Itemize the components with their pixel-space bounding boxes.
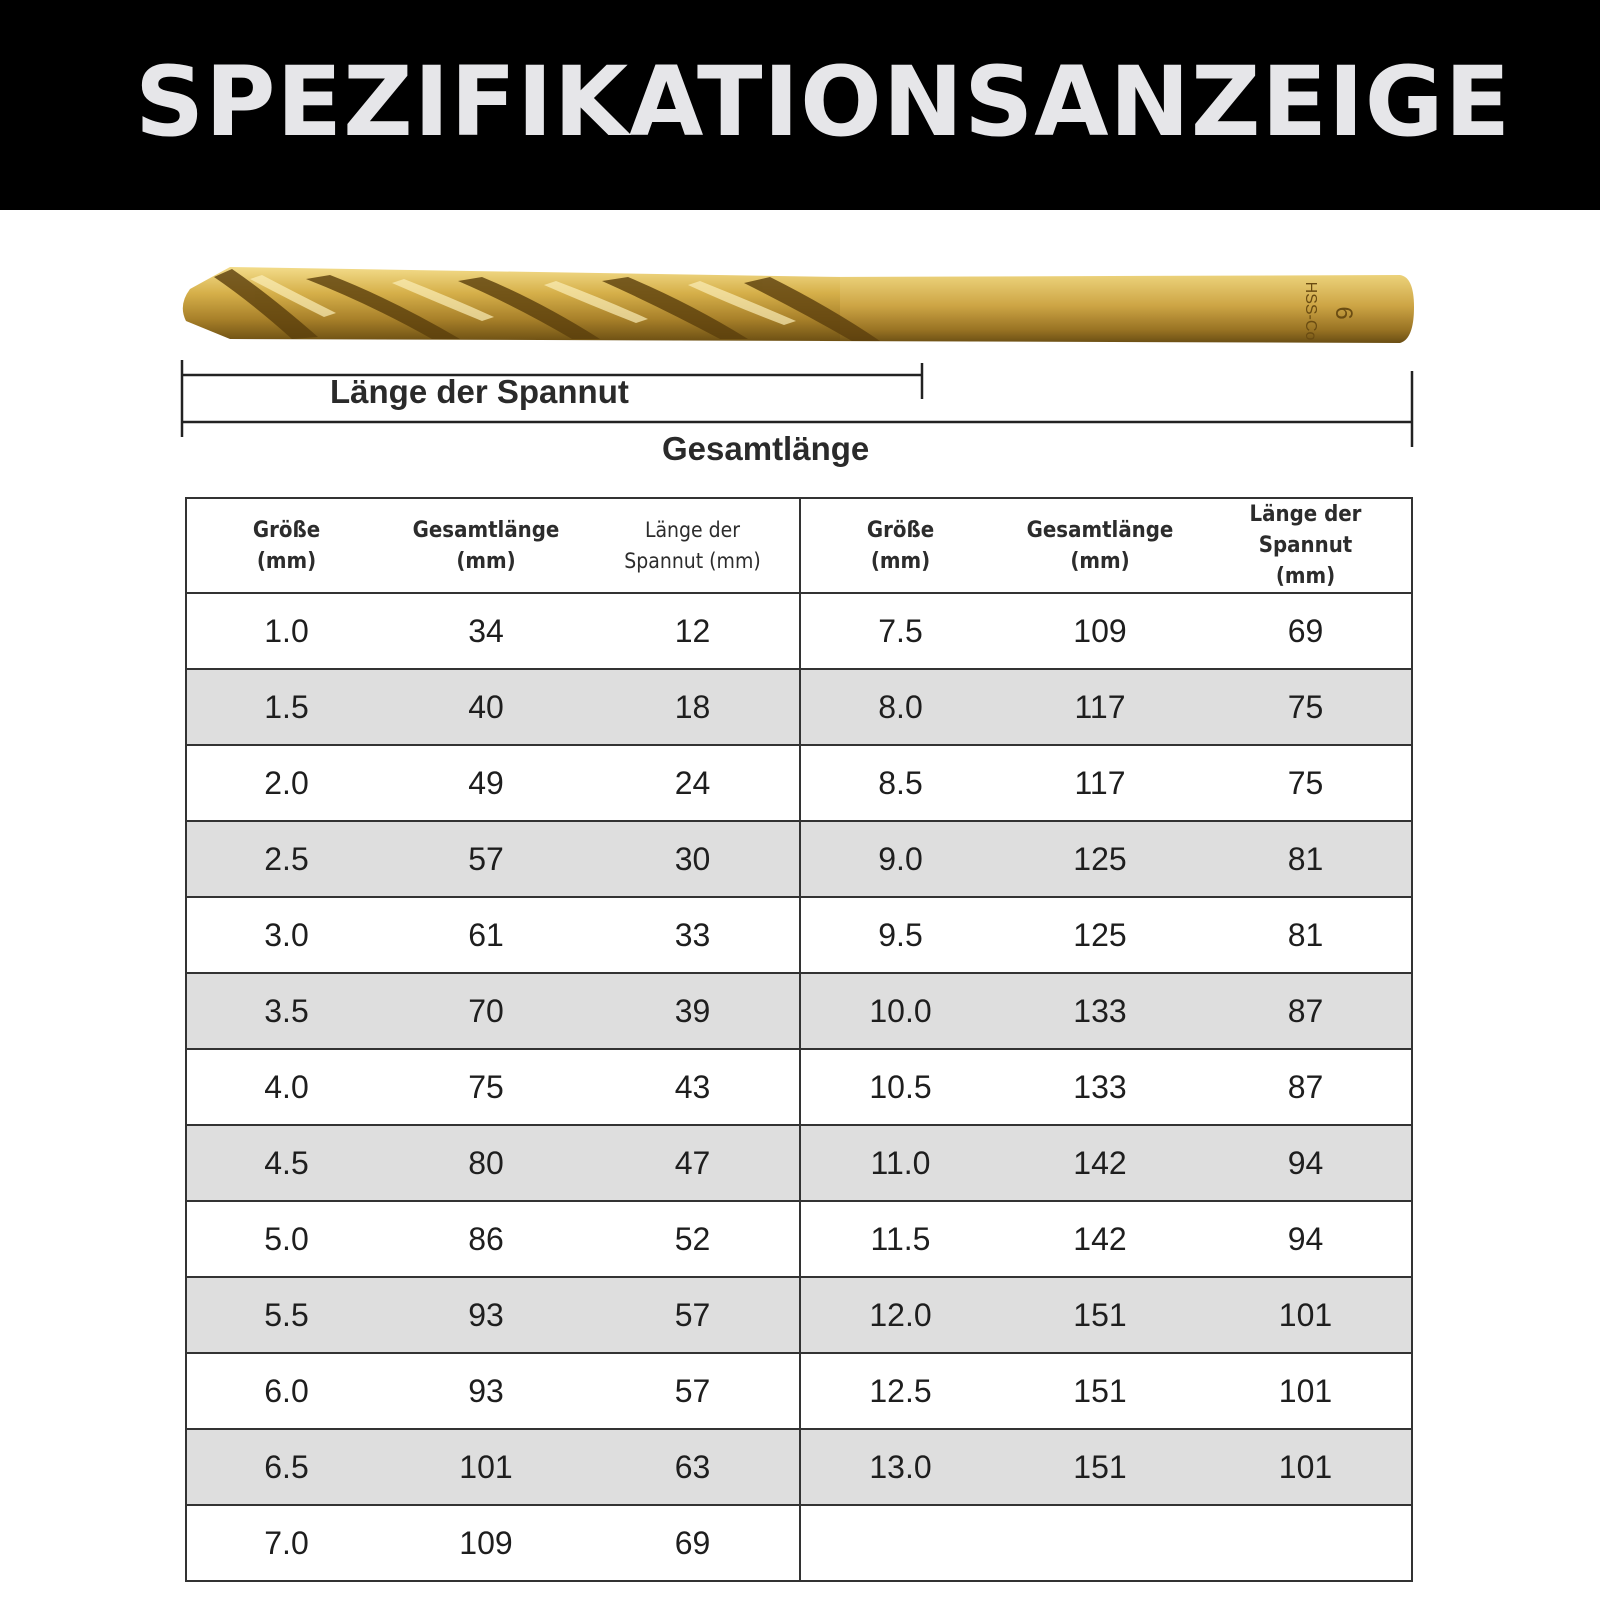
cell-flute-length: 52 [586, 1201, 800, 1277]
cell-flute-length: 69 [586, 1505, 800, 1581]
table-row [186, 897, 1412, 973]
cell-flute-length: 101 [1200, 1277, 1412, 1353]
cell-total-length: 75 [386, 1049, 586, 1125]
cell-size: 7.0 [186, 1505, 386, 1581]
total-length-label: Gesamtlänge [662, 430, 870, 467]
table-row [186, 745, 1412, 821]
table-row [186, 1429, 1412, 1505]
header-size-right: Größe (mm) [800, 498, 1000, 593]
cell-size: 3.5 [186, 973, 386, 1049]
cell-flute-length: 30 [586, 821, 800, 897]
cell-size: 9.0 [800, 821, 1000, 897]
header-banner [0, 0, 1600, 210]
cell-size: 2.5 [186, 821, 386, 897]
cell-size: 8.5 [800, 745, 1000, 821]
drill-bit-illustration [0, 255, 1600, 365]
cell-size: 12.0 [800, 1277, 1000, 1353]
cell-flute-length: 18 [586, 669, 800, 745]
cell-total-length: 61 [386, 897, 586, 973]
cell-total-length: 117 [1000, 669, 1200, 745]
cell-total-length: 93 [386, 1277, 586, 1353]
cell-total-length: 151 [1000, 1429, 1200, 1505]
cell-total-length: 125 [1000, 897, 1200, 973]
table-row [186, 1353, 1412, 1429]
cell-flute-length: 94 [1200, 1201, 1412, 1277]
cell-size: 10.5 [800, 1049, 1000, 1125]
cell-total-length: 133 [1000, 973, 1200, 1049]
cell-flute-length: 57 [586, 1277, 800, 1353]
cell-flute-length: 81 [1200, 821, 1412, 897]
table-row [186, 1277, 1412, 1353]
table-row [186, 1201, 1412, 1277]
spec-table [185, 497, 1413, 1582]
cell-size [800, 1505, 1000, 1581]
cell-size: 12.5 [800, 1353, 1000, 1429]
cell-flute-length: 33 [586, 897, 800, 973]
cell-size: 10.0 [800, 973, 1000, 1049]
cell-size: 6.0 [186, 1353, 386, 1429]
cell-total-length: 57 [386, 821, 586, 897]
cell-total-length: 133 [1000, 1049, 1200, 1125]
cell-total-length: 34 [386, 593, 586, 669]
cell-total-length: 151 [1000, 1353, 1200, 1429]
cell-size: 3.0 [186, 897, 386, 973]
cell-size: 6.5 [186, 1429, 386, 1505]
cell-total-length: 40 [386, 669, 586, 745]
cell-flute-length: 63 [586, 1429, 800, 1505]
header-flute-right: Länge der Spannut (mm) [1200, 498, 1412, 593]
cell-size: 2.0 [186, 745, 386, 821]
cell-size: 13.0 [800, 1429, 1000, 1505]
drill-shank [820, 275, 1414, 343]
cell-total-length: 93 [386, 1353, 586, 1429]
cell-size: 5.5 [186, 1277, 386, 1353]
cell-size: 9.5 [800, 897, 1000, 973]
cell-total-length: 80 [386, 1125, 586, 1201]
cell-total-length: 142 [1000, 1125, 1200, 1201]
table-row [186, 669, 1412, 745]
cell-flute-length: 101 [1200, 1429, 1412, 1505]
cell-total-length: 109 [1000, 593, 1200, 669]
cell-total-length: 125 [1000, 821, 1200, 897]
drill-size-marking: 6 [1330, 306, 1357, 320]
table-row [186, 1049, 1412, 1125]
flute-length-label: Länge der Spannut [330, 373, 629, 410]
cell-total-length [1000, 1505, 1200, 1581]
cell-total-length: 70 [386, 973, 586, 1049]
cell-size: 11.0 [800, 1125, 1000, 1201]
cell-size: 5.0 [186, 1201, 386, 1277]
cell-total-length: 142 [1000, 1201, 1200, 1277]
cell-total-length: 101 [386, 1429, 586, 1505]
cell-size: 8.0 [800, 669, 1000, 745]
cell-total-length: 151 [1000, 1277, 1200, 1353]
table-row [186, 973, 1412, 1049]
cell-size: 4.5 [186, 1125, 386, 1201]
cell-flute-length [1200, 1505, 1412, 1581]
table-header-row [186, 498, 1412, 593]
cell-flute-length: 39 [586, 973, 800, 1049]
cell-total-length: 49 [386, 745, 586, 821]
table-row [186, 1125, 1412, 1201]
header-flute-left: Länge der Spannut (mm) [586, 498, 800, 593]
cell-size: 11.5 [800, 1201, 1000, 1277]
cell-flute-length: 75 [1200, 745, 1412, 821]
cell-flute-length: 87 [1200, 973, 1412, 1049]
cell-total-length: 117 [1000, 745, 1200, 821]
cell-total-length: 109 [386, 1505, 586, 1581]
cell-flute-length: 57 [586, 1353, 800, 1429]
header-total-left: Gesamtlänge (mm) [386, 498, 586, 593]
cell-size: 7.5 [800, 593, 1000, 669]
header-size-left: Größe (mm) [186, 498, 386, 593]
page-title: SPEZIFIKATIONSANZEIGE [135, 46, 1512, 158]
cell-flute-length: 69 [1200, 593, 1412, 669]
cell-flute-length: 94 [1200, 1125, 1412, 1201]
cell-flute-length: 43 [586, 1049, 800, 1125]
cell-flute-length: 12 [586, 593, 800, 669]
drill-material-marking: HSS-Co [1302, 281, 1319, 341]
cell-flute-length: 87 [1200, 1049, 1412, 1125]
cell-size: 4.0 [186, 1049, 386, 1125]
table-row [186, 1505, 1412, 1581]
cell-flute-length: 24 [586, 745, 800, 821]
cell-flute-length: 81 [1200, 897, 1412, 973]
header-total-right: Gesamtlänge (mm) [1000, 498, 1200, 593]
cell-total-length: 86 [386, 1201, 586, 1277]
table-row [186, 593, 1412, 669]
cell-flute-length: 101 [1200, 1353, 1412, 1429]
cell-size: 1.0 [186, 593, 386, 669]
cell-flute-length: 47 [586, 1125, 800, 1201]
cell-flute-length: 75 [1200, 669, 1412, 745]
table-row [186, 821, 1412, 897]
cell-size: 1.5 [186, 669, 386, 745]
